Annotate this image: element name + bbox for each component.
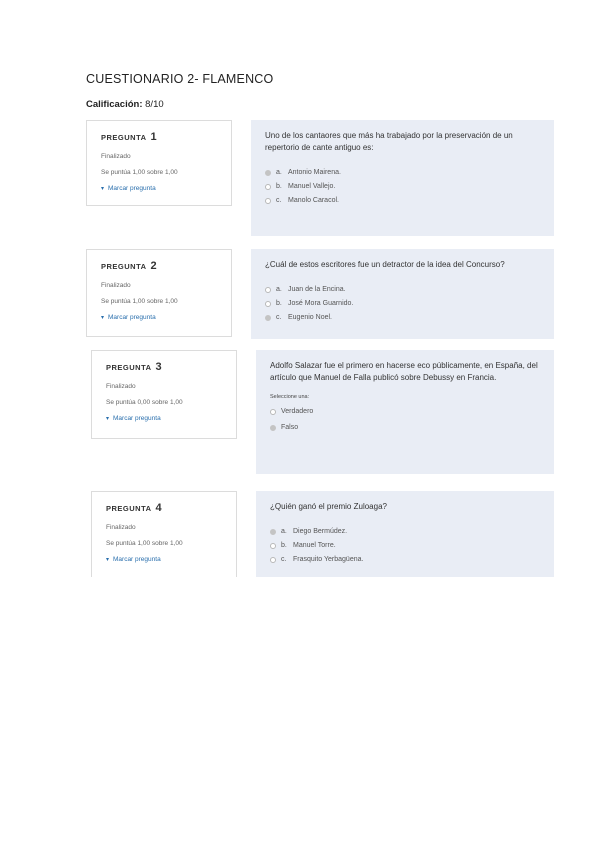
select-prompt: Seleccione una: [270,394,310,400]
radio-icon[interactable] [265,170,271,176]
question-content-3 [256,350,554,474]
flag-icon: ▾ [106,416,110,422]
radio-icon[interactable] [270,557,276,563]
question-score: Se puntúa 0,00 sobre 1,00 [106,399,183,406]
question-number: 4 [155,502,163,514]
radio-icon[interactable] [270,529,276,535]
radio-icon[interactable] [270,425,276,431]
question-state: Finalizado [101,153,131,160]
grade-value: 8/10 [145,99,164,110]
radio-icon[interactable] [265,198,271,204]
radio-icon[interactable] [270,543,276,549]
answer-option-a[interactable]: a. Antonio Mairena. [265,166,540,180]
question-content-2 [251,249,554,339]
radio-icon[interactable] [265,301,271,307]
answer-option-c[interactable]: c. Eugenio Noel. [265,311,540,325]
flag-question-link[interactable]: ▾ Marcar pregunta [106,556,161,563]
question-state: Finalizado [101,282,131,289]
flag-question-link[interactable]: ▾ Marcar pregunta [106,415,161,422]
page-title: CUESTIONARIO 2- FLAMENCO [86,72,274,86]
question-score: Se puntúa 1,00 sobre 1,00 [106,540,183,547]
question-state: Finalizado [106,383,136,390]
answer-option-b[interactable]: b. Manuel Vallejo. [265,180,540,194]
question-info-2 [86,249,232,337]
question-state: Finalizado [106,524,136,531]
question-text: Uno de los cantaores que más ha trabajado por la preservación de un repertorio de cante antiguo es: [265,131,513,152]
question-info-1 [86,120,232,206]
answer-option-a[interactable]: a. Diego Bermúdez. [270,525,540,539]
answer-option-c[interactable]: c. Manolo Caracol. [265,194,540,208]
question-label: PREGUNTA 3 [106,361,163,373]
answer-option-c[interactable]: c. Frasquito Yerbagüena. [270,553,540,567]
answer-option-true[interactable]: Verdadero [270,404,540,420]
radio-icon[interactable] [270,409,276,415]
grade-label: Calificación: [86,99,143,110]
question-number: 2 [150,260,158,272]
answer-option-false[interactable]: Falso [270,420,540,436]
answer-option-b[interactable]: b. José Mora Guarnido. [265,297,540,311]
flag-icon: ▾ [106,557,110,563]
question-info-3 [91,350,237,439]
question-score: Se puntúa 1,00 sobre 1,00 [101,169,178,176]
question-number: 3 [155,361,163,373]
question-content-1 [251,120,554,236]
question-score: Se puntúa 1,00 sobre 1,00 [101,298,178,305]
question-text: Adolfo Salazar fue el primero en hacerse eco públicamente, en España, del artículo que Manuel de Falla publicó sobre Debussy en Francia. [270,361,538,382]
grade [86,99,164,110]
question-label: PREGUNTA 1 [101,131,158,143]
radio-icon[interactable] [265,184,271,190]
question-number: 1 [150,131,158,143]
question-label: PREGUNTA 4 [106,502,163,514]
radio-icon[interactable] [265,287,271,293]
question-info-4 [91,491,237,577]
question-text: ¿Quién ganó el premio Zuloaga? [270,502,387,511]
question-content-4 [256,491,554,577]
answer-option-a[interactable]: a. Juan de la Encina. [265,283,540,297]
question-text: ¿Cuál de estos escritores fue un detractor de la idea del Concurso? [265,260,505,269]
radio-icon[interactable] [265,315,271,321]
flag-icon: ▾ [101,186,105,192]
flag-question-link[interactable]: ▾ Marcar pregunta [101,185,156,192]
flag-question-link[interactable]: ▾ Marcar pregunta [101,314,156,321]
flag-icon: ▾ [101,315,105,321]
answer-option-b[interactable]: b. Manuel Torre. [270,539,540,553]
question-label: PREGUNTA 2 [101,260,158,272]
